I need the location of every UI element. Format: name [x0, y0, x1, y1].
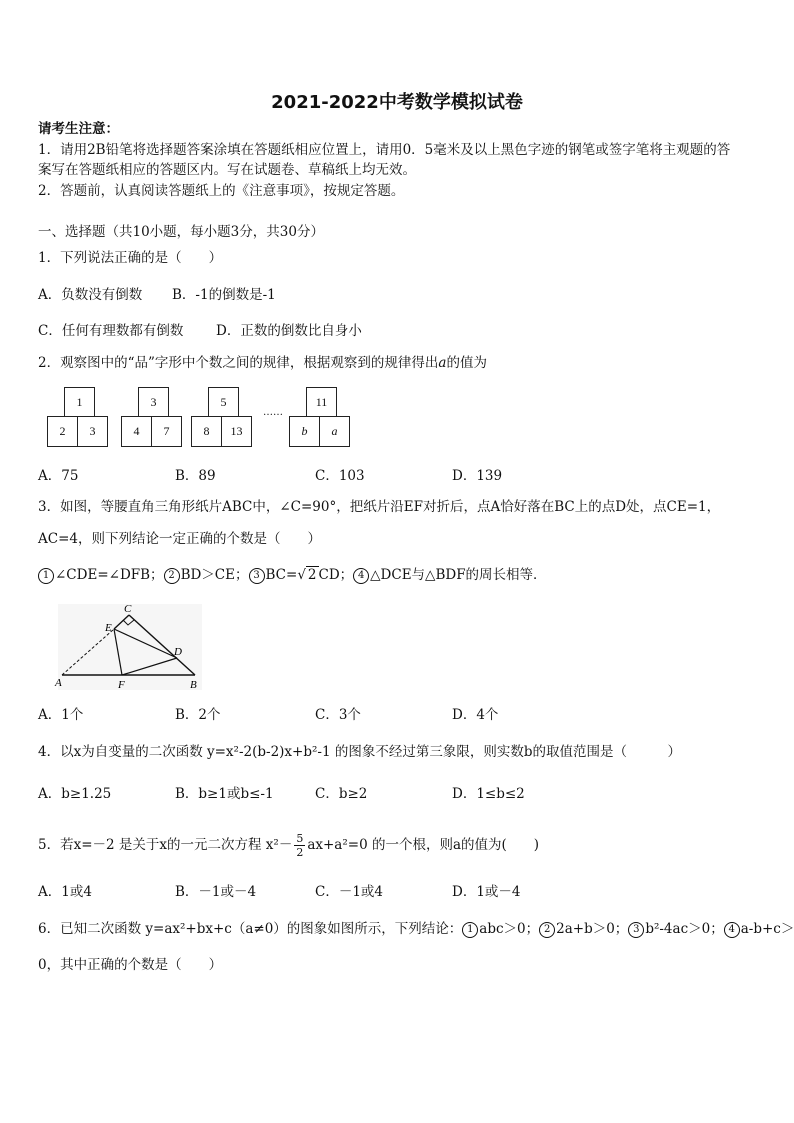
q5-fraction-numerator: 5: [296, 832, 304, 845]
q3-conclusion-2: BD＞CE；: [180, 567, 249, 583]
q2-stem-variable: a: [438, 355, 447, 371]
q4-stem: 4．以x为自变量的二次函数 y=x²-2(b-2)x+b²-1 的图象不经过第三象限，则实数b的取值范围是（ ）: [38, 744, 681, 760]
q2-option-d: D．139: [452, 468, 503, 484]
circled-2-icon: 2: [539, 922, 555, 938]
q4-option-d: D．1≤b≤2: [452, 786, 525, 802]
q2-g1-top: 1: [64, 387, 95, 418]
q3-option-b: B．2个: [175, 707, 221, 723]
q3-conclusion-3-pre: BC=: [265, 567, 298, 583]
q5-fraction: [294, 832, 305, 859]
label-a: A: [55, 677, 62, 689]
q2-g2-right: 7: [151, 416, 182, 447]
q2-option-b: B．89: [175, 468, 216, 484]
section-heading: 一、选择题（共10小题，每小题3分，共30分）: [38, 224, 324, 240]
q6-conclusion-4: a-b+c＞: [740, 921, 794, 937]
circled-2-icon: 2: [164, 568, 180, 584]
q4-option-b: B．b≥1或b≤-1: [175, 786, 274, 802]
q1-option-c: C．任何有理数都有倒数: [38, 323, 184, 339]
q2-g3-right: 13: [221, 416, 252, 447]
notice-item2: 2．答题前，认真阅读答题纸上的《注意事项》，按规定答题。: [38, 183, 405, 199]
circled-3-icon: 3: [249, 568, 265, 584]
circled-3-icon: 3: [628, 922, 644, 938]
label-c: C: [124, 603, 132, 615]
q5-stem-pre: 5．若x=－2 是关于x的一元二次方程 x²－: [38, 837, 293, 853]
q5-stem: [38, 830, 539, 860]
circled-1-icon: 1: [462, 922, 478, 938]
q2-g2-top: 3: [138, 387, 169, 418]
q1-stem: 1．下列说法正确的是（ ）: [38, 250, 223, 266]
q4-option-c: C．b≥2: [315, 786, 368, 802]
q4-option-a: A．b≥1.25: [38, 786, 112, 802]
q5-option-b: B．－1或－4: [175, 884, 257, 900]
q2-g1-right: 3: [77, 416, 108, 447]
q3-conclusions: [38, 566, 547, 584]
q2-g4-right: a: [319, 416, 350, 447]
q6-conclusion-2: 2a+b＞0；: [556, 921, 629, 937]
q2-g1-left: 2: [47, 416, 78, 447]
q3-stem-line2: AC=4，则下列结论一定正确的个数是（ ）: [38, 531, 321, 547]
q3-conclusion-3-post: CD；: [318, 567, 354, 583]
label-f: F: [118, 679, 125, 691]
q2-option-c: C．103: [315, 468, 365, 484]
q5-fraction-denominator: 2: [296, 846, 304, 859]
q2-g3-left: 8: [191, 416, 222, 447]
notice-item1-line1: 1．请用2B铅笔将选择题答案涂填在答题纸相应位置上，请用0．5毫米及以上黑色字迹的钢笔或签字笔将主观题的答: [38, 142, 731, 158]
sqrt-radicand: 2: [307, 567, 317, 583]
q6-stem-line1: [38, 920, 794, 938]
q6-conclusion-1: abc＞0；: [479, 921, 540, 937]
q2-stem-end: 的值为: [446, 355, 487, 371]
label-e: E: [105, 622, 112, 634]
q5-option-c: C．－1或4: [315, 884, 384, 900]
q3-conclusion-4: △DCE与△BDF的周长相等．: [370, 567, 547, 583]
q3-option-a: A．1个: [38, 707, 84, 723]
q3-stem-line1: 3．如图，等腰直角三角形纸片ABC中，∠C=90°，把纸片沿EF对折后，点A恰好落在BC上的点D处，点CE=1，: [38, 499, 721, 515]
label-d: D: [174, 646, 182, 658]
q6-stem-line2: 0，其中正确的个数是（ ）: [38, 957, 223, 973]
q2-g4-left: b: [289, 416, 320, 447]
q2-g4-top: 11: [306, 387, 337, 418]
q2-option-a: A．75: [38, 468, 79, 484]
q2-g2-left: 4: [121, 416, 152, 447]
q1-option-d: D．正数的倒数比自身小: [216, 323, 362, 339]
circled-4-icon: 4: [724, 922, 740, 938]
q1-option-b: B．-1的倒数是-1: [172, 287, 276, 303]
q3-option-c: C．3个: [315, 707, 361, 723]
notice-heading: 请考生注意：: [38, 121, 119, 137]
q1-option-a: A．负数没有倒数: [38, 287, 143, 303]
q3-conclusion-1: ∠CDE=∠DFB；: [55, 567, 164, 583]
q5-option-d: D．1或－4: [452, 884, 521, 900]
q2-stem-text: 2．观察图中的“品”字形中个数之间的规律，根据观察到的规律得出: [38, 355, 439, 371]
q2-ellipsis: ……: [263, 407, 283, 418]
q2-stem: [38, 354, 487, 372]
label-b: B: [190, 679, 197, 691]
q2-g3-top: 5: [208, 387, 239, 418]
sqrt-symbol: √ 2: [297, 567, 317, 583]
q5-stem-post: ax+a²=0 的一个根，则a的值为( ): [307, 837, 540, 853]
notice-item1-line2: 案写在答题纸相应的答题区内。写在试题卷、草稿纸上均无效。: [38, 162, 416, 178]
circled-4-icon: 4: [353, 568, 369, 584]
circled-1-icon: 1: [38, 568, 54, 584]
q5-option-a: A．1或4: [38, 884, 92, 900]
q6-conclusion-3: b²-4ac＞0；: [645, 921, 724, 937]
page-title: 2021-2022中考数学模拟试卷: [271, 92, 523, 113]
q3-option-d: D．4个: [452, 707, 499, 723]
q6-stem-text: 6．已知二次函数 y=ax²+bx+c（a≠0）的图象如图所示，下列结论：: [38, 921, 463, 937]
q3-triangle-figure: [52, 600, 204, 692]
